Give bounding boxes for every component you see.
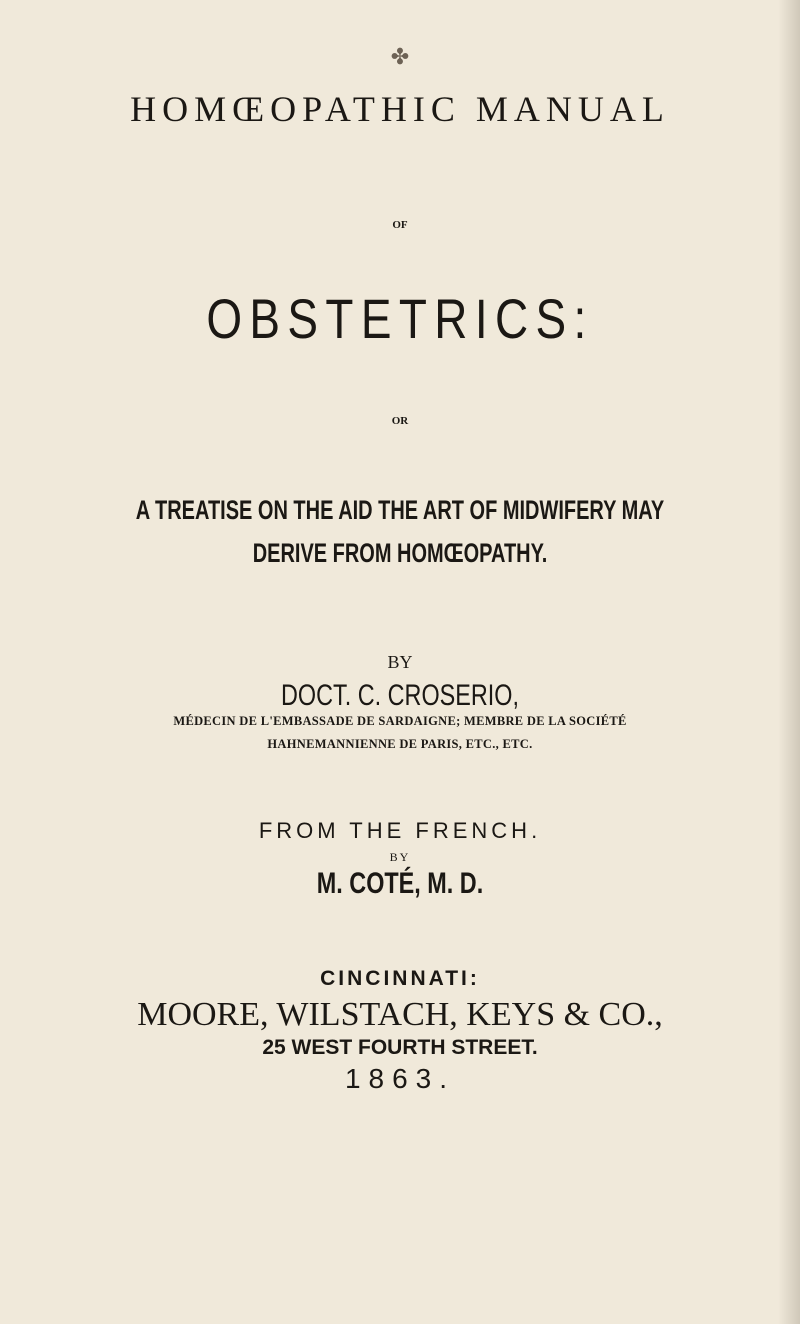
main-title: HOMŒOPATHIC MANUAL — [130, 89, 670, 129]
by-author-label: BY — [387, 652, 413, 672]
subject-title: OBSTETRICS: — [206, 287, 594, 350]
connector-of: OF — [392, 219, 408, 231]
author-name: DOCT. C. CROSERIO, — [281, 679, 519, 712]
publisher-address: 25 WEST FOURTH STREET. — [262, 1036, 538, 1059]
by-translator-label: BY — [389, 850, 411, 864]
author-credentials-line-1: MÉDECIN DE L'EMBASSADE DE SARDAIGNE; MEMBRE DE LA SOCIÉTÉ — [173, 714, 627, 728]
subtitle-line-1: A TREATISE ON THE AID THE ART OF MIDWIFERY MAY — [135, 495, 665, 525]
publication-city: CINCINNATI: — [320, 967, 480, 990]
subtitle-line-2: DERIVE FROM HOMŒOPATHY. — [252, 538, 548, 568]
author-credentials-line-2: HAHNEMANNIENNE DE PARIS, ETC., ETC. — [267, 737, 533, 751]
connector-or: OR — [391, 415, 409, 427]
translation-note: FROM THE FRENCH. — [258, 818, 542, 843]
publication-year: 1863. — [344, 1063, 456, 1094]
translator-name: M. COTÉ, M. D. — [316, 867, 484, 900]
publisher-name: MOORE, WILSTACH, KEYS & CO., — [137, 996, 663, 1033]
printer-mark-icon: ✤ — [390, 44, 410, 69]
